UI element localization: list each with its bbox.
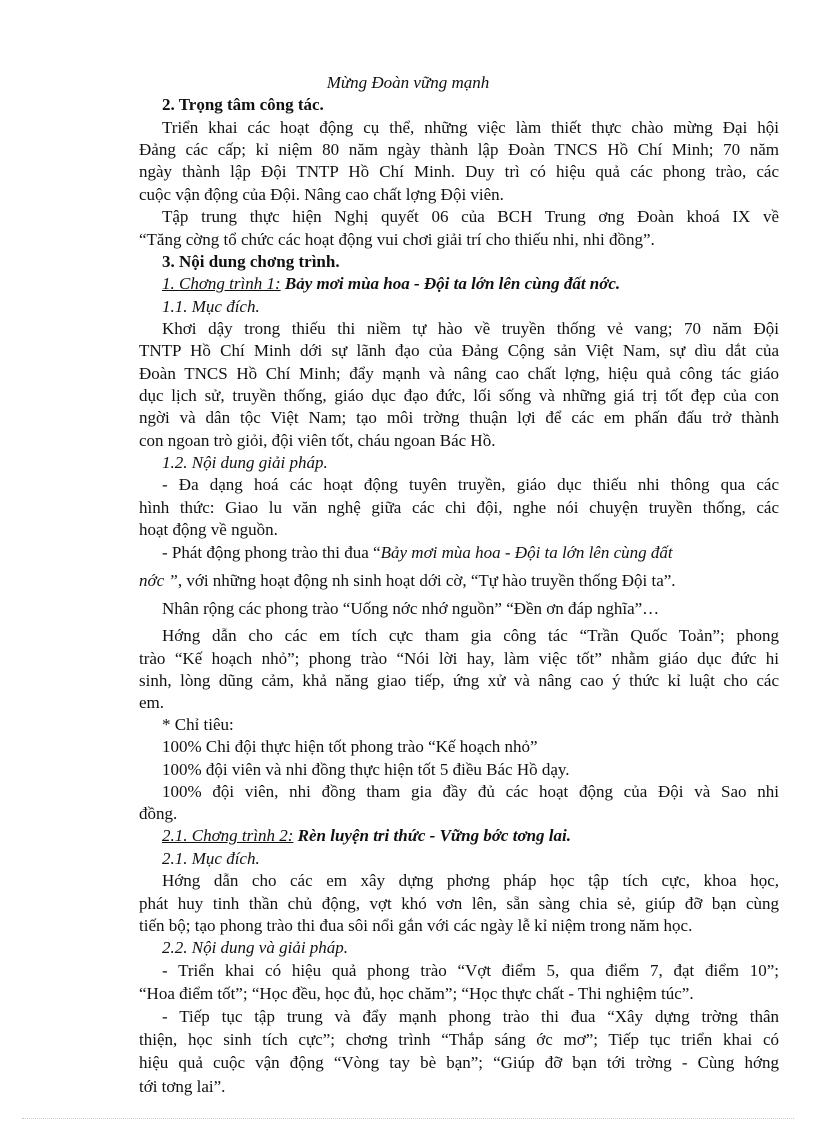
- program-2-label: 2.1. Chơng trình 2:: [162, 826, 294, 845]
- paragraph-line: hiệu quả cuộc vận động “Vòng tay bè bạn”; “Giúp đỡ bạn tới trờng - Cùng hớng: [139, 1053, 779, 1072]
- program-2-title: Rèn luyện tri thức - Vững bớc tơng lai.: [293, 826, 571, 845]
- program-1-heading: [162, 273, 779, 295]
- paragraph-line: “Hoa điểm tốt”; “Học đều, học đủ, học chăm”; “Học thực chất - Thi nghiệm túc”.: [139, 984, 694, 1003]
- section-heading-content: 3. Nội dung chơng trình.: [162, 252, 340, 271]
- paragraph-line: - Tiếp tục tập trung và đẩy mạnh phong trào thi đua “Xây dựng trờng thân: [162, 1007, 779, 1026]
- motto-heading: Mừng Đoàn vững mạnh: [326, 73, 490, 92]
- section-heading-focus: 2. Trọng tâm công tác.: [162, 95, 324, 114]
- subheading-solutions: 1.2. Nội dung giải pháp.: [162, 453, 328, 472]
- paragraph-line: - Triển khai có hiệu quả phong trào “Vợt điểm 5, qua điểm 7, đạt điểm 10”;: [162, 961, 779, 980]
- paragraph-line: Triển khai các hoạt động cụ thể, những việc làm thiết thực chào mừng Đại hội: [162, 118, 779, 137]
- text-run: , với những hoạt động nh sinh hoạt dới cờ, “Tự hào truyền thống Đội ta”.: [177, 571, 676, 590]
- paragraph-line: “Tăng cờng tổ chức các hoạt động vui chơi giải trí cho thiếu nhi, nhi đồng”.: [139, 230, 655, 249]
- paragraph-line: ngày thành lập Đội TNTP Hồ Chí Minh. Duy trì có hiệu quả các phong trào, các: [139, 162, 779, 181]
- subheading-purpose: 1.1. Mục đích.: [162, 297, 260, 316]
- paragraph-line: Hớng dẫn cho các em tích cực tham gia công tác “Trần Quốc Toản”; phong: [162, 626, 779, 645]
- subheading-content-solutions: 2.2. Nội dung và giải pháp.: [162, 938, 349, 957]
- paragraph-line: cuộc vận động của Đội. Nâng cao chất lợng Đội viên.: [139, 185, 504, 204]
- target-item-end: đồng.: [139, 804, 178, 823]
- paragraph-line: sinh, lòng dũng cảm, khả năng giao tiếp, ứng xử và nâng cao ý thức kỉ luật cho các: [139, 671, 779, 690]
- paragraph-line: tới tơng lai”.: [139, 1077, 226, 1096]
- paragraph-line: [139, 570, 779, 592]
- targets-label: * Chỉ tiêu:: [162, 715, 234, 734]
- target-item: 100% Chi đội thực hiện tốt phong trào “Kế hoạch nhỏ”: [162, 737, 538, 756]
- paragraph-line: Tập trung thực hiện Nghị quyết 06 của BCH Trung ơng Đoàn khoá IX về: [162, 207, 779, 226]
- paragraph-line: hoạt động về nguồn.: [139, 520, 278, 539]
- paragraph-line: thiện, học sinh tích cực”; chơng trình “Thắp sáng ớc mơ”; Tiếp tục triển khai có: [139, 1030, 779, 1049]
- target-item: 100% đội viên, nhi đồng tham gia đầy đủ các hoạt động của Đội và Sao nhi: [162, 782, 779, 801]
- paragraph-line: ngời và dân tộc Việt Nam; tạo môi trờng thuận lợi để các em phấn đấu trở thành: [139, 408, 779, 427]
- paragraph-line: [162, 542, 779, 564]
- paragraph-line: Đảng các cấp; kỉ niệm 80 năm ngày thành lập Đoàn TNCS Hồ Chí Minh; 70 năm: [139, 140, 779, 159]
- paragraph-line: Nhân rộng các phong trào “Uống nớc nhớ nguồn” “Đền ơn đáp nghĩa”…: [162, 599, 660, 618]
- paragraph-line: Khơi dậy trong thiếu thi niềm tự hào về truyền thống vẻ vang; 70 năm Đội: [162, 319, 779, 338]
- paragraph-line: em.: [139, 693, 165, 712]
- text-run: - Phát động phong trào thi đua “: [162, 543, 381, 562]
- paragraph-line: dục lịch sử, truyền thống, giáo dục đạo đức, lối sống và những giá trị tốt đẹp của con: [139, 386, 779, 405]
- paragraph-line: TNTP Hồ Chí Minh dới sự lãnh đạo của Đảng Cộng sản Việt Nam, sự dìu dắt của: [139, 341, 779, 360]
- paragraph-line: Hớng dẫn cho các em xây dựng phơng pháp học tập tích cực, khoa học,: [162, 871, 779, 890]
- program-1-label: 1. Chơng trình 1:: [162, 274, 281, 293]
- paragraph-line: hình thức: Giao lu văn nghệ giữa các chi đội, nghe nói chuyện truyền thống, các: [139, 498, 779, 517]
- paragraph-line: trào “Kế hoạch nhỏ”; phong trào “Nói lời hay, làm việc tốt” nhằm giáo dục đức hi: [139, 649, 779, 668]
- page-bottom-border: [22, 1118, 794, 1119]
- paragraph-line: con ngoan trò giỏi, đội viên tốt, cháu ngoan Bác Hồ.: [139, 431, 496, 450]
- target-item: 100% đội viên và nhi đồng thực hiện tốt 5 điều Bác Hồ dạy.: [162, 760, 570, 779]
- paragraph-line: - Đa dạng hoá các hoạt động tuyên truyền, giáo dục thiếu nhi thông qua các: [162, 475, 779, 494]
- program-1-title: Bảy mơi mùa hoa - Đội ta lớn lên cùng đất nớc.: [280, 274, 621, 293]
- paragraph-line: phát huy tinh thần chủ động, vợt khó vơn lên, sẵn sàng chia sẻ, giúp đỡ bạn cùng: [139, 894, 779, 913]
- subheading-purpose: 2.1. Mục đích.: [162, 849, 260, 868]
- campaign-name-end: nớc ”: [139, 571, 178, 590]
- program-2-heading: [162, 825, 779, 847]
- campaign-name: Bảy mơi mùa hoa - Đội ta lớn lên cùng đất: [380, 543, 673, 562]
- paragraph-line: tiến bộ; tạo phong trào thi đua sôi nổi gắn với các ngày lễ kỉ niệm trong năm học.: [139, 916, 693, 935]
- paragraph-line: Đoàn TNCS Hồ Chí Minh; đẩy mạnh và nâng cao chất lợng, hiệu quả công tác giáo: [139, 364, 779, 383]
